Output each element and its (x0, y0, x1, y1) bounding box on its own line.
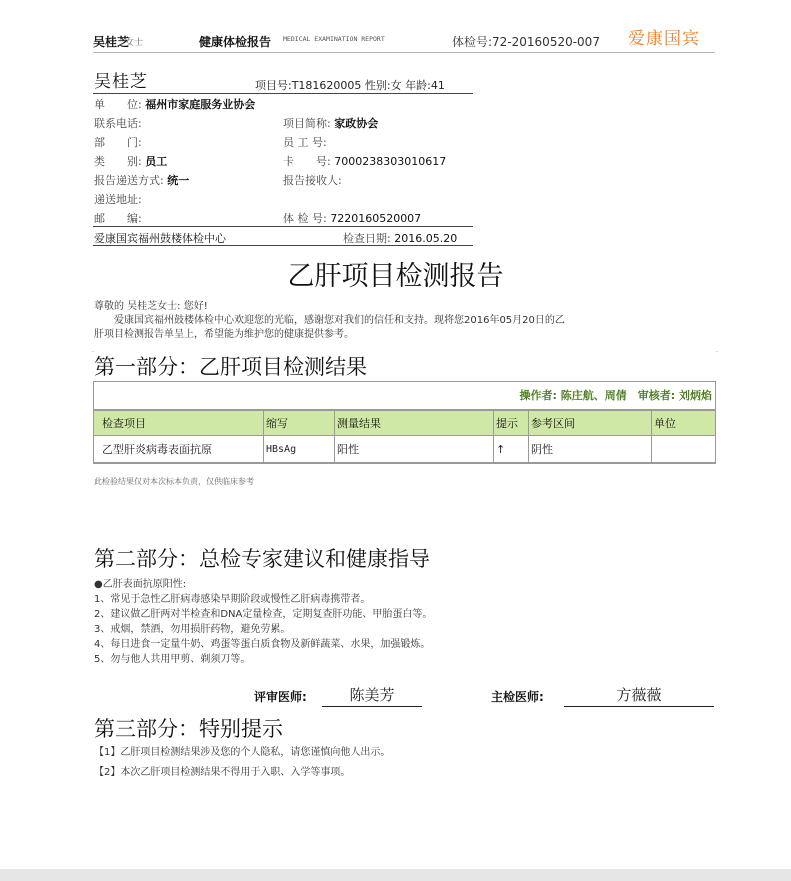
brand-logo: 爱康国宾 (628, 29, 700, 49)
column-header: 参考区间 (529, 411, 652, 436)
info-rule-mid (93, 226, 473, 227)
info-receiver (283, 172, 342, 188)
column-header: 单位 (652, 411, 716, 436)
header-report-title: 健康体检报告 (199, 35, 272, 49)
type-label: 类 别: (94, 155, 142, 168)
chief-label: 主检医师: (491, 690, 544, 704)
table-header-row (94, 411, 715, 436)
center-name: 爱康国宾福州鼓楼体检中心 (94, 232, 226, 245)
info-rule-bottom (93, 245, 473, 246)
header-title: 女士 (125, 38, 144, 48)
section-1-title: 第一部分：乙肝项目检测结果 (94, 355, 367, 379)
table-cell: 阴性 (529, 436, 652, 463)
info-emp (283, 134, 327, 150)
greeting-line-2: 爱康国宾福州鼓楼体检中心欢迎您的光临，感谢您对我们的信任和支持。现将您2016年05月20日的乙 (94, 315, 565, 326)
date-value: 2016.05.20 (394, 232, 458, 245)
advice-item: 1、常见于急性乙肝病毒感染早期阶段或慢性乙肝病毒携带者。 (94, 594, 371, 605)
reviewer-label: 评审医师: (254, 690, 307, 704)
operators-line: 操作者: 陈庄航、周倩 审核者: 刘炳焰 (94, 382, 715, 410)
examno-label: 体 检 号: (283, 212, 327, 225)
info-address (94, 191, 142, 207)
info-rule-top (93, 93, 473, 94)
info-dept (94, 134, 142, 150)
unit-label: 单 位: (94, 98, 142, 111)
column-header: 缩写 (264, 411, 335, 436)
notice-item: 【1】乙肝项目检测结果涉及您的个人隐私，请您谨慎向他人出示。 (94, 747, 391, 758)
info-date (343, 230, 457, 246)
info-zip (94, 210, 142, 226)
info-type (94, 153, 167, 169)
delivery-value: 统一 (167, 174, 190, 187)
table-row (94, 436, 715, 463)
abbr-value: 家政协会 (334, 117, 379, 130)
section-2-title: 第二部分：总检专家建议和健康指导 (94, 547, 430, 571)
emp-label: 员 工 号: (283, 136, 327, 149)
dot-mark: . (716, 347, 718, 354)
greeting-line-1: 尊敬的 吴桂芝女士: 您好! (94, 301, 208, 312)
delivery-label: 报告递送方式: (94, 174, 164, 187)
header-patient-name: 吴桂芝 (93, 35, 130, 49)
table-cell: HBsAg (264, 436, 335, 463)
dot-mark: . (92, 347, 94, 354)
table-cell (652, 436, 716, 463)
card-label: 卡 号: (283, 155, 331, 168)
disclaimer-note: 此检验结果仅对本次标本负责，仅供临床参考 (94, 477, 254, 486)
advice-item: ●乙肝表面抗原阳性: (94, 579, 187, 590)
zip-label: 邮 编: (94, 212, 142, 225)
report-header (93, 28, 715, 53)
document-title: 乙肝项目检测报告 (287, 261, 504, 292)
reviewer-signature: 陈美芳 (322, 684, 422, 707)
info-phone (94, 115, 142, 131)
info-center (94, 230, 226, 246)
column-header: 检查项目 (94, 411, 264, 436)
table-cell: 阳性 (335, 436, 494, 463)
info-card (283, 153, 446, 169)
card-value: 7000238303010617 (334, 155, 447, 168)
table-cell: 乙型肝炎病毒表面抗原 (94, 436, 264, 463)
notice-item: 【2】本次乙肝项目检测结果不得用于入职、入学等事项。 (94, 767, 351, 778)
info-delivery (94, 172, 189, 188)
info-abbr (283, 115, 378, 131)
patient-name: 吴桂芝 (94, 72, 148, 92)
advice-item: 3、戒烟，禁酒，勿用损肝药物，避免劳累。 (94, 624, 291, 635)
header-exam-number: 体检号:72-20160520-007 (452, 35, 600, 49)
results-table (93, 381, 716, 464)
dept-label: 部 门: (94, 136, 142, 149)
table-cell: ↑ (494, 436, 529, 463)
type-value: 员工 (145, 155, 168, 168)
header-report-title-en: MEDICAL EXAMINATION REPORT (283, 35, 385, 43)
date-label: 检查日期: (343, 232, 391, 245)
info-unit (94, 96, 255, 112)
receiver-label: 报告接收人: (283, 174, 342, 187)
abbr-label: 项目简称: (283, 117, 331, 130)
greeting-line-3: 肝项目检测报告单呈上，希望能为维护您的健康提供参考。 (94, 329, 354, 340)
chief-signature: 方薇薇 (564, 684, 714, 707)
unit-value: 福州市家庭服务业协会 (145, 98, 256, 111)
bottom-scroll-bar (0, 869, 791, 881)
examno-value: 7220160520007 (330, 212, 422, 225)
advice-item: 5、勿与他人共用甲剪、剃须刀等。 (94, 654, 251, 665)
advice-item: 4、每日进食一定量牛奶、鸡蛋等蛋白质食物及新鲜蔬菜、水果，加强锻炼。 (94, 639, 431, 650)
project-line: 项目号:T181620005 性别:女 年龄:41 (255, 79, 445, 92)
column-header: 测量结果 (335, 411, 494, 436)
section-3-title: 第三部分：特别提示 (94, 717, 283, 741)
phone-label: 联系电话: (94, 117, 142, 130)
column-header: 提示 (494, 411, 529, 436)
advice-item: 2、建议做乙肝两对半检查和DNA定量检查，定期复查肝功能、甲胎蛋白等。 (94, 609, 433, 620)
results-grid (94, 410, 715, 463)
address-label: 递送地址: (94, 193, 142, 206)
info-examno (283, 210, 421, 226)
